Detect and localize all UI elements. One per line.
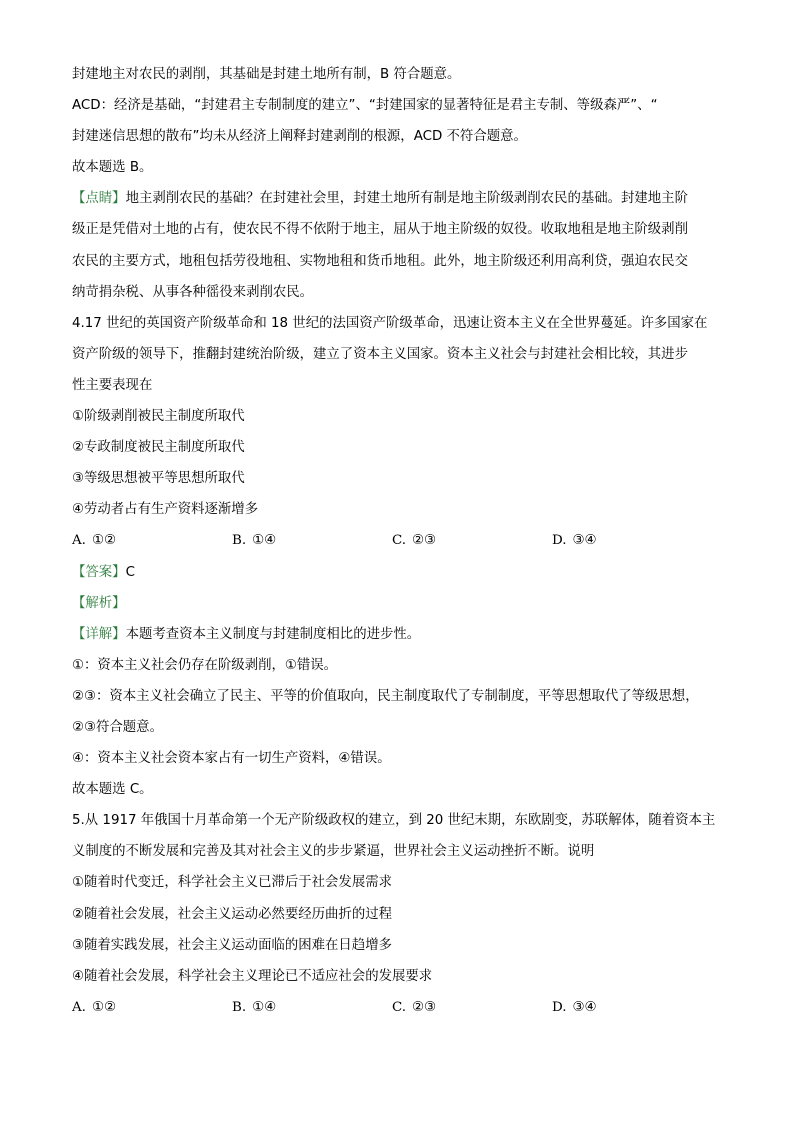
q4-item: ②专政制度被民主制度所取代: [72, 440, 245, 456]
q3-point-line: 农民的主要方式，地租包括劳役地租、实物地租和货币地租。此外，地主阶级还利用高利贷，强迫农民交: [72, 253, 688, 269]
detail-tag: 【详解】: [72, 626, 126, 642]
q5-stem-line: 5.从 1917 年俄国十月革命第一个无产阶级政权的建立，到 20 世纪末期，东欧剧变，苏联解体，随着资本主: [72, 813, 716, 829]
q3-point-line: [72, 188, 724, 219]
q4-options: [72, 530, 724, 561]
q5-stem-line: 义制度的不断发展和完善及其对社会主义的步步紧逼，世界社会主义运动挫折不断。说明: [72, 844, 595, 860]
q5-item: ②随着社会发展，社会主义运动必然要经历曲折的过程: [72, 906, 392, 922]
q4-option-b: B. ①④: [232, 533, 277, 549]
q3-analysis-line: 封建迷信思想的散布”均未从经济上阐释封建剥削的根源，ACD 不符合题意。: [72, 129, 527, 145]
q5-option-c: C. ②③: [392, 999, 437, 1015]
page-content: [72, 64, 724, 1028]
q4-explanation: ④：资本主义社会资本家占有一切生产资料，④错误。: [72, 751, 391, 767]
q4-conclusion: 故本题选 C。: [72, 782, 153, 798]
q3-analysis-line: ACD：经济是基础，“封建君主专制制度的建立”、“封建国家的显著特征是君主专制、等级森严”、“: [72, 98, 658, 114]
q4-item: ④劳动者占有生产资料逐渐增多: [72, 502, 259, 518]
q3-analysis-line: 封建地主对农民的剥削，其基础是封建土地所有制，B 符合题意。: [72, 67, 461, 82]
q4-option-a: A. ①②: [72, 533, 116, 549]
q5-option-b: B. ①④: [232, 999, 277, 1015]
q4-option-d: D. ③④: [552, 533, 597, 549]
q5-item: ④随着社会发展，科学社会主义理论已不适应社会的发展要求: [72, 968, 433, 984]
point-text: 地主剥削农民的基础？在封建社会里，封建土地所有制是地主阶级剥削农民的基础。封建地主阶: [125, 191, 688, 207]
q5-option-a: A. ①②: [72, 999, 116, 1015]
answer-value: C: [125, 564, 135, 580]
q4-explanation: ①：资本主义社会仍存在阶级剥削，①错误。: [72, 657, 338, 673]
q4-item: ①阶级剥削被民主制度所取代: [72, 409, 245, 425]
q4-item: ③等级思想被平等思想所取代: [72, 471, 245, 487]
q5-item: ③随着实践发展，社会主义运动面临的困难在日趋增多: [72, 937, 392, 953]
q3-conclusion: 故本题选 B。: [72, 160, 153, 176]
q3-point-line: 级正是凭借对土地的占有，使农民不得不依附于地主，屈从于地主阶级的奴役。收取地租是地主阶级剥削: [72, 222, 688, 238]
answer-tag: 【答案】: [72, 564, 126, 580]
q4-explanation: ②③符合题意。: [72, 719, 163, 735]
q4-option-c: C. ②③: [392, 533, 437, 549]
q5-options: [72, 997, 724, 1028]
q4-analysis-heading: 【解析】: [72, 595, 126, 611]
q5-item: ①随着时代变迁，科学社会主义已滞后于社会发展需求: [72, 875, 392, 891]
q4-stem-line: 性主要表现在: [72, 377, 153, 393]
q5-option-d: D. ③④: [552, 999, 597, 1015]
q4-explanation: ②③：资本主义社会确立了民主、平等的价值取向，民主制度取代了专制制度，平等思想取代了等级思想，: [72, 688, 699, 704]
q4-stem-line: 4.17 世纪的英国资产阶级革命和 18 世纪的法国资产阶级革命，迅速让资本主义在全世界蔓延。许多国家在: [72, 315, 708, 331]
q4-answer: [72, 562, 724, 593]
q3-point-line: 纳苛捐杂税、从事各种徭役来剥削农民。: [72, 284, 314, 300]
point-tag: 【点睛】: [72, 191, 126, 207]
q4-detail: 【详解】本题考查资本主义制度与封建制度相比的进步性。: [72, 626, 421, 642]
q4-stem-line: 资产阶级的领导下，推翻封建统治阶级，建立了资本主义国家。资本主义社会与封建社会相比较，其进步: [72, 346, 688, 362]
